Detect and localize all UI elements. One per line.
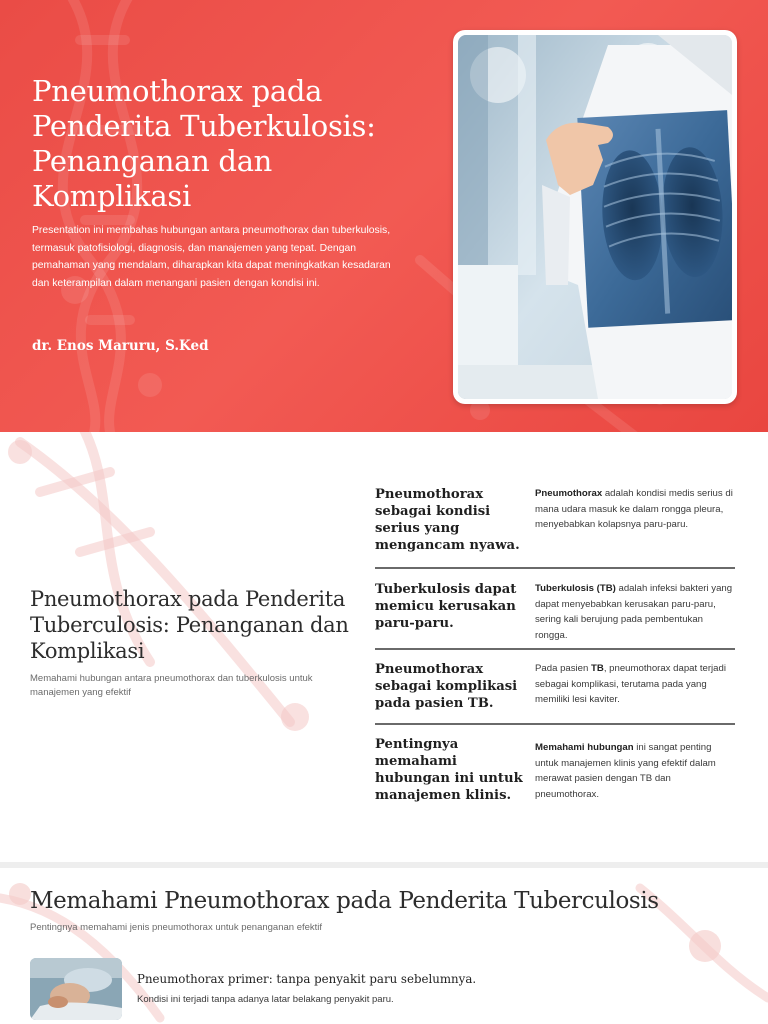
item-title: Pneumothorax primer: tanpa penyakit paru sebelumnya. [137, 972, 477, 986]
row-heading: Pentingnya memahami hubungan ini untuk manajemen klinis. [375, 737, 523, 803]
row-heading: Pneumothorax sebagai komplikasi pada pasien TB. [375, 662, 518, 711]
overview-slide [0, 432, 768, 862]
row-divider [375, 723, 735, 725]
title-slide [0, 0, 768, 432]
item-description: Kondisi ini terjadi tanpa adanya latar belakang penyakit paru. [137, 994, 394, 1005]
cover-photo-frame [453, 30, 737, 404]
slide-title: Memahami Pneumothorax pada Penderita Tuberculosis [30, 888, 659, 914]
slide-subtitle: Pentingnya memahami jenis pneumothorax untuk penanganan efektif [30, 922, 323, 933]
patient-photo [30, 958, 122, 1020]
info-row [375, 736, 735, 816]
row-description: Memahami hubungan ini sangat penting untuk manajemen klinis yang efektif dalam merawat pasien dengan TB dan pneumothorax. [535, 742, 716, 800]
types-slide [0, 862, 768, 1024]
row-divider [375, 567, 735, 569]
row-divider [375, 648, 735, 650]
row-description: Pada pasien TB, pneumothorax dapat terjadi sebagai komplikasi, terutama pada yang memiliki lesi kaviter. [535, 663, 726, 705]
info-row [375, 486, 735, 566]
row-description: Tuberkulosis (TB) adalah infeksi bakteri yang dapat menyebabkan kerusakan paru-paru, sering kali berujung pada pembentukan rongga. [535, 583, 733, 641]
slide-title: Pneumothorax pada Penderita Tuberculosis: Penanganan dan Komplikasi [30, 587, 349, 663]
info-row [375, 581, 735, 651]
presentation-description: Presentation ini membahas hubungan antara pneumothorax dan tuberkulosis, termasuk patofisiologi, diagnosis, dan manajemen yang tepat. Dengan pemahaman yang mendalam, diharapkan kita dapat meningkatkan kesadaran dan keterampilan dalam menangani pasien dengan kondisi ini. [32, 225, 391, 289]
info-row [375, 661, 735, 721]
slide-subtitle: Memahami hubungan antara pneumothorax dan tuberkulosis untuk manajemen yang efektif [30, 673, 313, 698]
row-description: Pneumothorax adalah kondisi medis serius di mana udara masuk ke dalam rongga pleura, menyebabkan kolapsnya paru-paru. [535, 488, 733, 530]
doctor-xray-photo [458, 35, 732, 399]
row-heading: Tuberkulosis dapat memicu kerusakan paru-paru. [375, 582, 517, 631]
row-heading: Pneumothorax sebagai kondisi serius yang mengancam nyawa. [375, 487, 520, 553]
author-name: dr. Enos Maruru, S.Ked [32, 338, 209, 354]
presentation-title: Pneumothorax pada Penderita Tuberkulosis: Penanganan dan Komplikasi [32, 74, 376, 213]
